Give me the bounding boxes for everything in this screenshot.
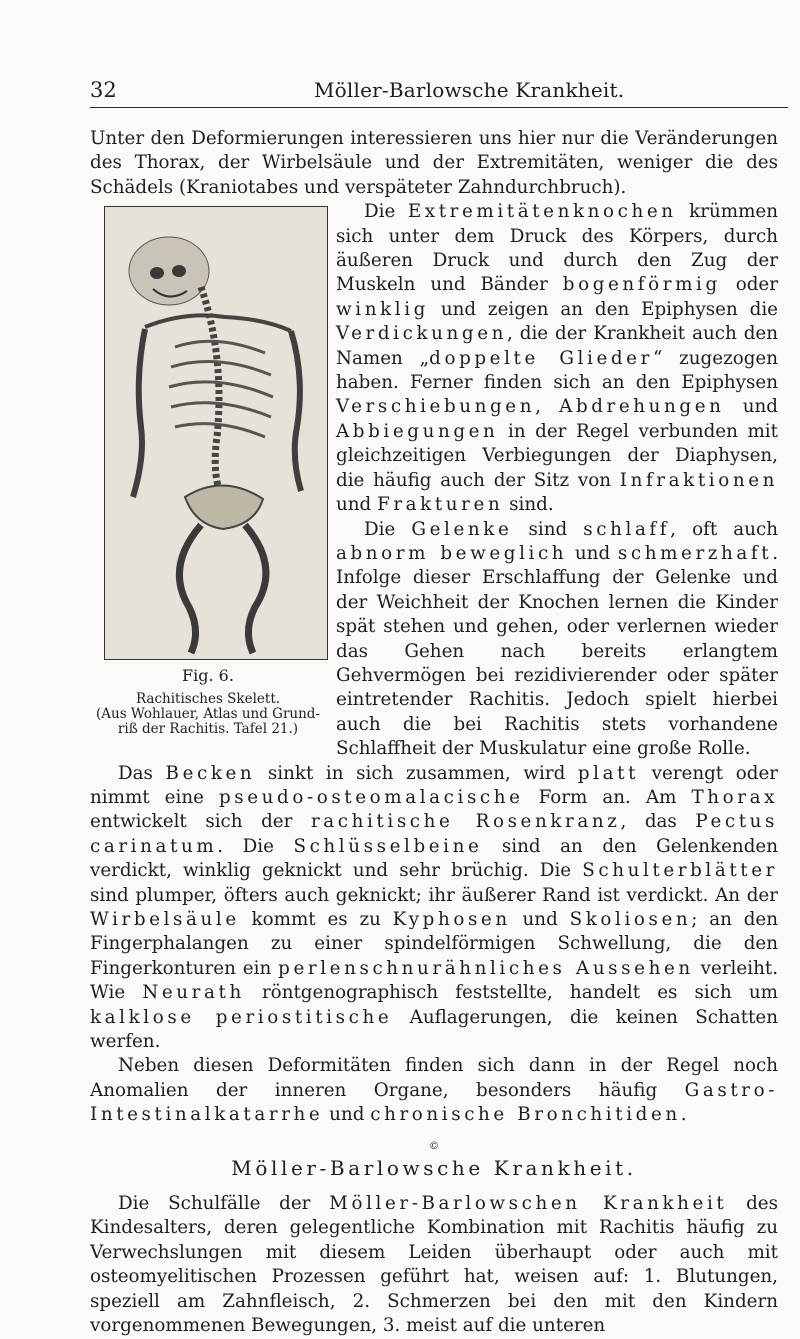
section-title: Möller-Barlowsche Krankheit. [231,1155,637,1180]
figure-6 [90,206,326,758]
caption-line-1: Rachitisches Skelett. [135,691,281,708]
spaced-term: bogenförmig [562,274,721,296]
paragraph-moeller-barlow: Die Schulfälle der Möller-Barlowschen Krankheit des Kindesalters, deren gelegentliche Kombination mit Rachitis häufig zu Verwechslungen mit diesem Leiden überhaupt oder auch mit osteomyelitischen Prozessen geführt hat, weisen auf: 1. Blutungen, speziell am Zahnfleisch, 2. Schmerzen bei den mit den Kindern vorgenommenen Bewegungen, 3. meist auf die unteren [90,1193,779,1337]
skeleton-illustration [104,206,328,660]
spaced-term: Pectus carinatum [90,811,779,857]
spaced-term: Schlüsselbeine [293,835,483,857]
caption-line-3: riß der Rachitis. Tafel 21.) [117,721,299,738]
spaced-term: Skoliosen [569,909,692,930]
paragraph-pelvis-thorax: Das Becken sinkt in sich zusammen, wird platt verengt oder nimmt eine pseudo-osteomalacische Form an. Am Thorax entwickelt sich der rachitische Rosenkranz, das Pectus carinatum. Die Schlüsselbeine sind an den Gelenkenden verdickt, winklig geknickt und sehr brüchig. Die Schulterblätter sind plumper, öfters auch geknickt; ihr äußerer Rand ist verdickt. An der Wirbelsäule kommt es zu Kyphosen und Skoliosen; an den Fingerphalangen zu einer spindelförmigen Schwellung, die den Fingerkonturen ein perlenschnurähnliches Aussehen verleiht. Wie Neurath röntgenographisch feststellte, handelt es sich um kalklose periostitische Auflagerungen, die keinen Schatten werfen. [90,762,779,1053]
section-mark: © [429,1140,439,1152]
spaced-term: platt [577,762,640,784]
spaced-term: abnorm beweglich [336,542,568,564]
running-head-title: Möller-Barlowsche Krankheit. [314,78,625,102]
spaced-term: rachitische Rosenkranz [310,811,621,833]
spaced-term: Schulterblätter [582,860,778,882]
paragraph-joints: Die Gelenke sind schlaff, oft auch abnorm beweglich und schmerzhaft. Infolge dieser Erschlaffung der Gelenke und der Weichheit der Knochen lernen die Kinder spät stehen und gehen, oder verlernen wieder das Gehen nach bereits erlangtem Gehvermögen bei rezidivierender oder später eintretender Rachitis. Jedoch spielt hierbei auch die bei Rachitis stets vorhandene Schlaffheit der Muskulatur eine große Rolle. [336,518,779,760]
spaced-term: Gastro-Intestinalkatarrhe [90,1079,778,1126]
spaced-term: Verschiebungen [336,396,536,418]
spaced-term: Wirbelsäule [90,909,240,930]
spaced-term: Verdickungen [336,323,507,345]
spaced-term: perlenschnurähnliches Aussehen [278,957,694,979]
paragraph-organs: Neben diesen Deformitäten finden sich dann in der Regel noch Anomalien der inneren Organe, besonders häufig Gastro-Intestinalkatarrhe und chronische Bronchitiden. [90,1055,778,1126]
spaced-term: Kyphosen [392,909,511,930]
paragraph-intro: Unter den Deformierungen interessieren uns hier nur die Veränderungen des Thorax, der Wirbelsäule und der Extremitäten, weniger die des Schädels (Kraniotabes und verspäteter Zahndurchbruch). [90,128,778,198]
header-rule [90,107,788,108]
figure-caption [90,692,326,737]
paragraph-extremities: Die Extremitätenknochen krümmen sich unter dem Druck des Körpers, durch äußeren Druck und durch den Zug der Muskeln und Bänder bogenförmig oder winklig und zeigen an den Epiphysen die Verdickungen, die der Krankheit auch den Namen „doppelte Glieder“ zugezogen haben. Ferner finden sich an den Epiphysen Verschiebungen, Abdrehungen und Abbiegungen in der Regel verbunden mit gleichzeitigen Verbiegungen der Diaphysen, die häufig auch der Sitz von Infraktionen und Frakturen sind. [336,201,779,516]
spaced-term: Möller-Barlowschen Krankheit [329,1193,728,1215]
page-number: 32 [90,78,117,102]
spaced-term: Gelenke [411,518,513,540]
spaced-term: schmerzhaft [617,542,773,564]
spaced-term: Thorax [691,786,778,808]
spaced-term: schlaff [583,518,671,540]
spaced-term: kalklose periostitische [90,1006,393,1028]
spaced-term: pseudo-osteomalacische [218,786,524,808]
spaced-term: Becken [165,762,256,784]
spaced-term: doppelte Glieder [429,347,653,369]
caption-line-2: (Aus Wohlauer, Atlas und Grund- [96,706,320,723]
spaced-term: Infraktionen [619,469,778,491]
spaced-term: winklig [336,298,429,320]
body-text [90,127,778,1339]
running-header [90,78,790,108]
spaced-term: Abdrehungen [559,396,725,418]
rachitic-skeleton-drawing [105,207,327,659]
spaced-term: chronische Bronchitiden [370,1104,681,1126]
spaced-term: Neurath [142,982,245,1004]
spaced-term: Abbiegungen [336,420,499,442]
spaced-term: Extremitätenknochen [407,201,677,223]
spaced-term: Frakturen [377,494,504,516]
figure-label: Fig. 6. [182,666,234,686]
